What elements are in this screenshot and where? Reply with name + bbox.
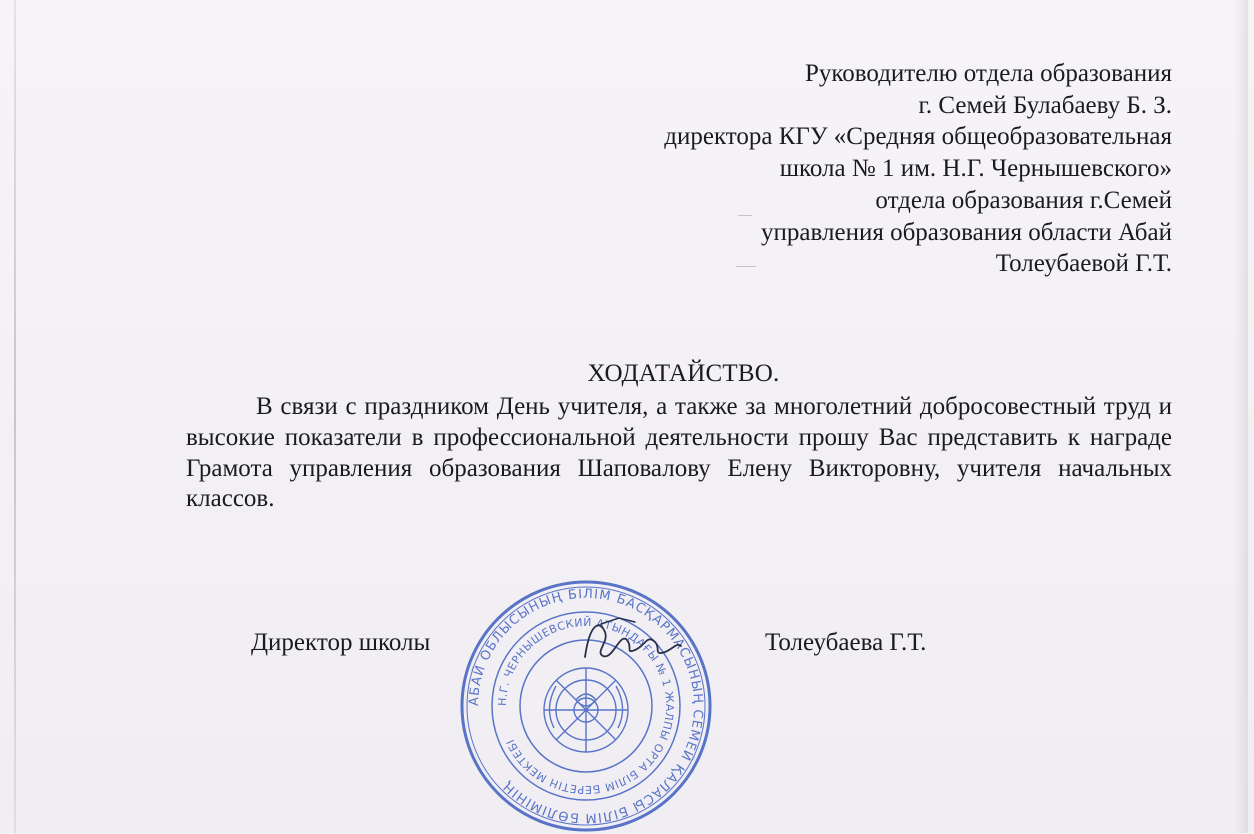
stamp-outer-text: АБАЙ ОБЛЫСЫНЫҢ БІЛІМ БАСҚАРМАСЫНЫҢ СЕМЕЙ ҚАЛАСЫ БІЛІМ БӨЛІМІНІҢ [466,586,706,826]
signatory-name: Толеубаева Г.Т. [765,629,927,656]
addressee-line: г. Семей Булабаеву Б. З. [918,91,1172,119]
document-title: ХОДАТАЙСТВО. [587,360,780,387]
addressee-block [532,58,1172,280]
addressee-line: управления образования области Абай [761,218,1172,246]
stamp-inner-text: Н.Г. ЧЕРНЫШЕВСКИЙ АТЫНДАҒЫ № 1 ЖАЛПЫ ОРТА БІЛІМ БЕРЕТІН МЕКТЕБІ [495,615,677,797]
addressee-line: Толеубаевой Г.Т. [995,250,1172,278]
addressee-line: директора КГУ «Средняя общеобразовательная [664,123,1172,151]
signatory-position: Директор школы [251,629,431,656]
emblem-icon [544,668,628,752]
addressee-line: Руководителю отдела образования [805,60,1172,87]
handwritten-signature [575,612,685,672]
addressee-line: школа № 1 им. Н.Г. Чернышевского» [779,155,1172,183]
addressee-line: отдела образования г.Семей [875,186,1172,214]
scan-edge [1234,0,1248,833]
document-body: В связи с праздником День учителя, а также за многолетний добросовестный труд и высокие показатели в профессиональной деятельности прошу Вас представить к награде Грамота управления образования Шаповалову Елену Викторовну, учителя начальных классов. [186,393,1172,513]
scan-edge [14,0,16,833]
